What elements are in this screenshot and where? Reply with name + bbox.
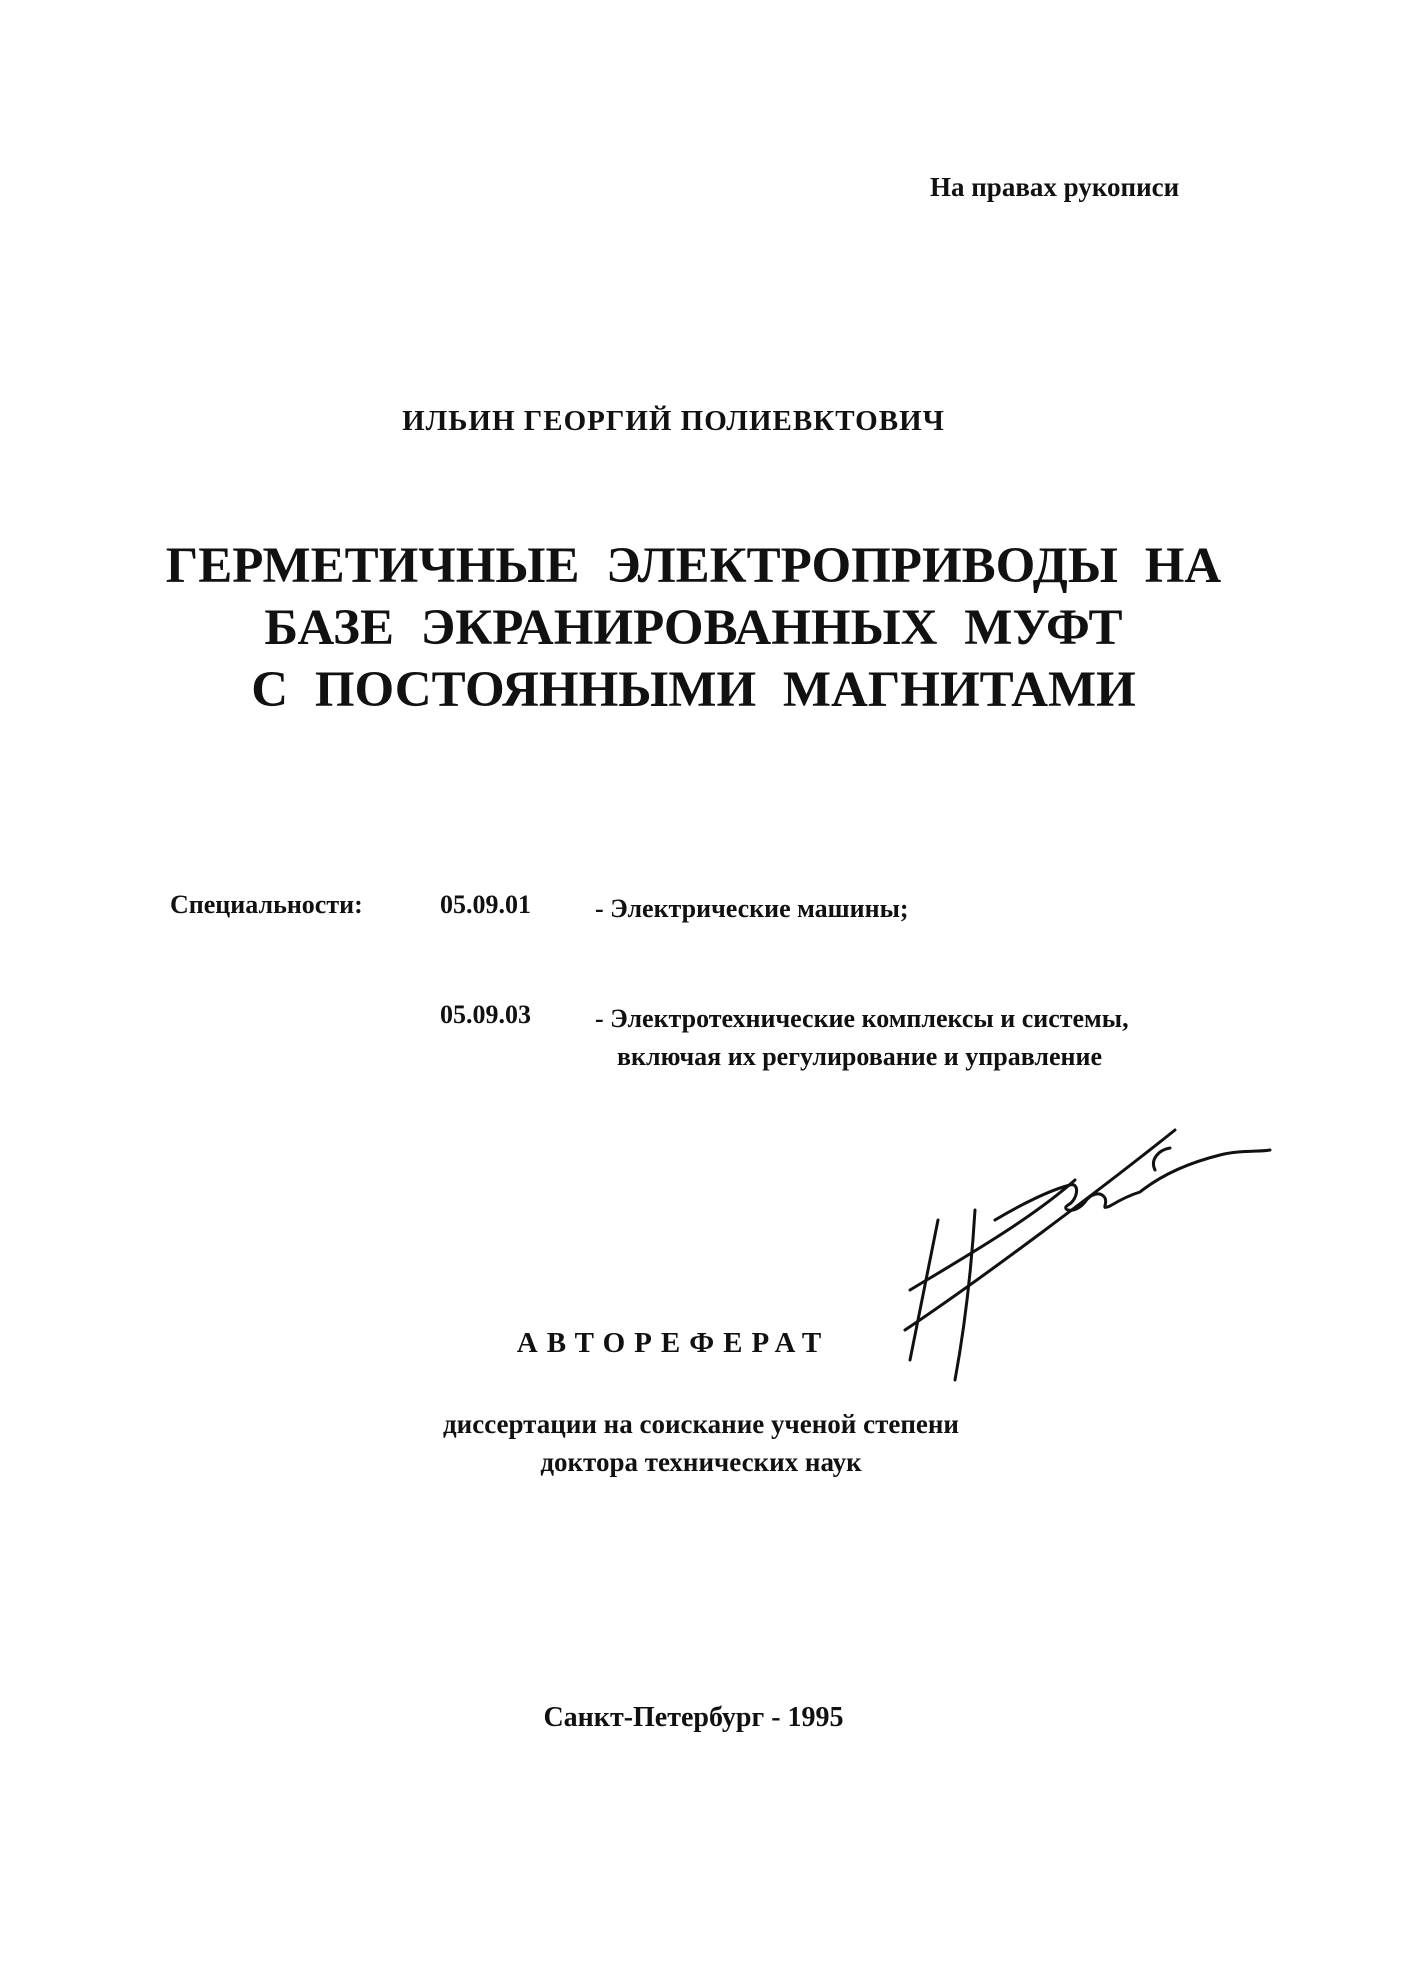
specialties-label: Специальности: xyxy=(170,890,363,919)
dissertation-note xyxy=(0,1405,1427,1481)
specialty-row xyxy=(170,890,1330,930)
abstract-label: АВТОРЕФЕРАТ xyxy=(516,1327,831,1359)
specialty-code: 05.09.01 xyxy=(440,890,531,919)
dissertation-line: диссертации на соискание ученой степени xyxy=(443,1409,959,1439)
specialty-description xyxy=(595,1000,1129,1076)
specialty-row xyxy=(170,1000,1330,1080)
specialty-code: 05.09.03 xyxy=(440,1000,531,1029)
specialty-description-line: - Электротехнические комплексы и системы, xyxy=(595,1004,1129,1033)
title-line: ГЕРМЕТИЧНЫЕ ЭЛЕКТРОПРИВОДЫ НА xyxy=(165,538,1222,594)
title-line: БАЗЕ ЭКРАНИРОВАННЫХ МУФТ xyxy=(264,600,1123,656)
specialty-description: - Электрические машины; xyxy=(595,894,909,923)
handwritten-signature xyxy=(900,1110,1300,1410)
rights-note: На правах рукописи xyxy=(930,172,1180,202)
dissertation-line: доктора технических наук xyxy=(540,1447,862,1477)
specialty-description-line: включая их регулирование и управление xyxy=(617,1042,1103,1071)
title-line: С ПОСТОЯННЫМИ МАГНИТАМИ xyxy=(251,662,1136,718)
specialties-block xyxy=(170,890,1330,1080)
author-name: ИЛЬИН ГЕОРГИЙ ПОЛИЕВКТОВИЧ xyxy=(402,405,945,437)
city-year: Санкт-Петербург - 1995 xyxy=(543,1702,844,1733)
document-title xyxy=(0,535,1427,721)
